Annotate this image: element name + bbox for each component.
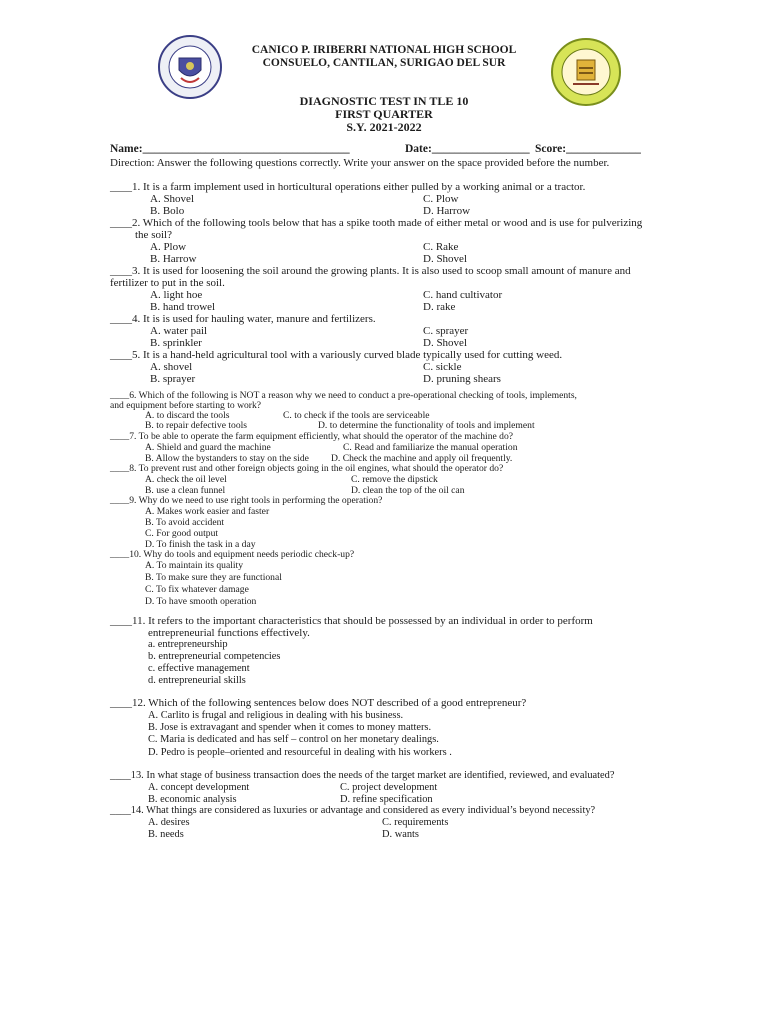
q7-option-a: A. Shield and guard the machine: [145, 442, 271, 453]
q5-option-d: D. pruning shears: [423, 373, 501, 385]
q14-option-a: A. desires: [148, 817, 190, 828]
question-10-stem: ____10. Why do tools and equipment needs periodic check-up?: [110, 549, 355, 560]
name-field[interactable]: Name:____________________________________: [110, 143, 350, 155]
q4-option-b: B. sprinkler: [150, 337, 202, 349]
q8-option-c: C. remove the dipstick: [351, 474, 438, 485]
q7-option-c: C. Read and familiarize the manual operation: [343, 442, 518, 453]
q10-option-d: D. To have smooth operation: [145, 596, 257, 607]
q1-option-b: B. Bolo: [150, 205, 185, 217]
q8-option-d: D. clean the top of the oil can: [351, 485, 465, 496]
date-field[interactable]: Date:_________________: [405, 143, 530, 155]
q3-option-c: C. hand cultivator: [423, 289, 503, 301]
question-11-stem-cont: entrepreneurial functions effectively.: [148, 627, 310, 639]
school-year: S.Y. 2021-2022: [346, 120, 422, 134]
question-14-stem: ____14. What things are considered as luxuries or advantage and considered as every individual’s beyond necessity?: [110, 805, 596, 816]
q11-option-c: c. effective management: [148, 663, 250, 674]
question-11-stem: ____11. It refers to the important characteristics that should be possessed by an individual in order to perform: [110, 615, 593, 627]
q3-option-a: A. light hoe: [150, 289, 203, 301]
question-3-stem: ____3. It is used for loosening the soil around the growing plants. It is also used to scoop small amount of manure and: [110, 265, 631, 277]
q14-option-b: B. needs: [148, 829, 184, 840]
test-title: DIAGNOSTIC TEST IN TLE 10: [299, 94, 469, 108]
question-5-stem: ____5. It is a hand-held agricultural tool with a variously curved blade typically used for cutting weed.: [110, 349, 563, 361]
score-field[interactable]: Score:_____________: [535, 143, 641, 155]
question-12-stem: ____12. Which of the following sentences below does NOT described of a good entrepreneur?: [110, 697, 527, 709]
question-6-stem: ____6. Which of the following is NOT a reason why we need to conduct a pre-operational checking of tools, implements,: [110, 390, 577, 401]
q8-option-b: B. use a clean funnel: [145, 485, 226, 496]
q11-option-d: d. entrepreneurial skills: [148, 675, 246, 686]
question-13-stem: ____13. In what stage of business transaction does the needs of the target market are identified, reviewed, and evaluated?: [110, 770, 615, 781]
q13-option-c: C. project development: [340, 782, 438, 793]
q14-option-d: D. wants: [382, 829, 419, 840]
question-6-stem-cont: and equipment before starting to work?: [110, 400, 262, 411]
question-2-stem: ____2. Which of the following tools below that has a spike tooth made of either metal or wood and is use for pulverizing: [110, 217, 643, 229]
q9-option-c: C. For good output: [145, 528, 219, 539]
q2-option-b: B. Harrow: [150, 253, 197, 265]
q12-option-a: A. Carlito is frugal and religious in dealing with his business.: [148, 710, 404, 721]
q4-option-d: D. Shovel: [423, 337, 467, 349]
direction-text: Direction: Answer the following questions correctly. Write your answer on the space provided before the number.: [110, 157, 610, 169]
q1-option-a: A. Shovel: [150, 193, 194, 205]
q9-option-d: D. To finish the task in a day: [145, 539, 256, 550]
school-name: CANICO P. IRIBERRI NATIONAL HIGH SCHOOL: [251, 44, 517, 56]
q11-option-a: a. entrepreneurship: [148, 639, 228, 650]
q1-option-c: C. Plow: [423, 193, 459, 205]
q5-option-c: C. sickle: [423, 361, 462, 373]
q6-option-a: A. to discard the tools: [145, 410, 230, 421]
q14-option-c: C. requirements: [382, 817, 449, 828]
q10-option-a: A. To maintain its quality: [145, 560, 244, 571]
q6-option-c: C. to check if the tools are serviceable: [283, 410, 430, 421]
q4-option-c: C. sprayer: [423, 325, 469, 337]
q5-option-b: B. sprayer: [150, 373, 196, 385]
q12-option-d: D. Pedro is people–oriented and resourceful in dealing with his workers .: [148, 747, 452, 758]
q10-option-b: B. To make sure they are functional: [145, 572, 282, 583]
q7-option-d: D. Check the machine and apply oil frequently.: [331, 453, 513, 464]
q1-option-d: D. Harrow: [423, 205, 471, 217]
q3-option-b: B. hand trowel: [150, 301, 216, 313]
q8-option-a: A. check the oil level: [145, 474, 227, 485]
q6-option-b: B. to repair defective tools: [145, 420, 248, 431]
question-2-stem-cont: the soil?: [135, 229, 172, 241]
q2-option-a: A. Plow: [150, 241, 187, 253]
q9-option-b: B. To avoid accident: [145, 517, 225, 528]
q13-option-b: B. economic analysis: [148, 794, 237, 805]
q12-option-b: B. Jose is extravagant and spender when it comes to money matters.: [148, 722, 432, 733]
question-7-stem: ____7. To be able to operate the farm equipment efficiently, what should the operator of the machine do?: [110, 431, 514, 442]
q5-option-a: A. shovel: [150, 361, 193, 373]
question-4-stem: ____4. It is is used for hauling water, manure and fertilizers.: [110, 313, 376, 325]
school-address: CONSUELO, CANTILAN, SURIGAO DEL SUR: [262, 57, 506, 69]
q11-option-b: b. entrepreneurial competencies: [148, 651, 281, 662]
q2-option-c: C. Rake: [423, 241, 459, 253]
question-3-stem-cont: fertilizer to put in the soil.: [110, 277, 225, 289]
q6-option-d: D. to determine the functionality of tools and implement: [318, 420, 535, 431]
q10-option-c: C. To fix whatever damage: [145, 584, 249, 595]
q3-option-d: D. rake: [423, 301, 456, 313]
quarter-title: FIRST QUARTER: [335, 107, 433, 121]
q13-option-a: A. concept development: [148, 782, 250, 793]
q7-option-b: B. Allow the bystanders to stay on the side: [145, 453, 309, 464]
q9-option-a: A. Makes work easier and faster: [145, 506, 270, 517]
question-1-stem: ____1. It is a farm implement used in horticultural operations either pulled by a working animal or a tractor.: [110, 181, 586, 193]
q13-option-d: D. refine specification: [340, 794, 433, 805]
question-9-stem: ____9. Why do we need to use right tools in performing the operation?: [110, 495, 383, 506]
q12-option-c: C. Maria is dedicated and has self – control on her monetary dealings.: [148, 734, 439, 745]
q4-option-a: A. water pail: [150, 325, 208, 337]
question-8-stem: ____8. To prevent rust and other foreign objects going in the oil engines, what should the operator do?: [110, 463, 504, 474]
q2-option-d: D. Shovel: [423, 253, 467, 265]
